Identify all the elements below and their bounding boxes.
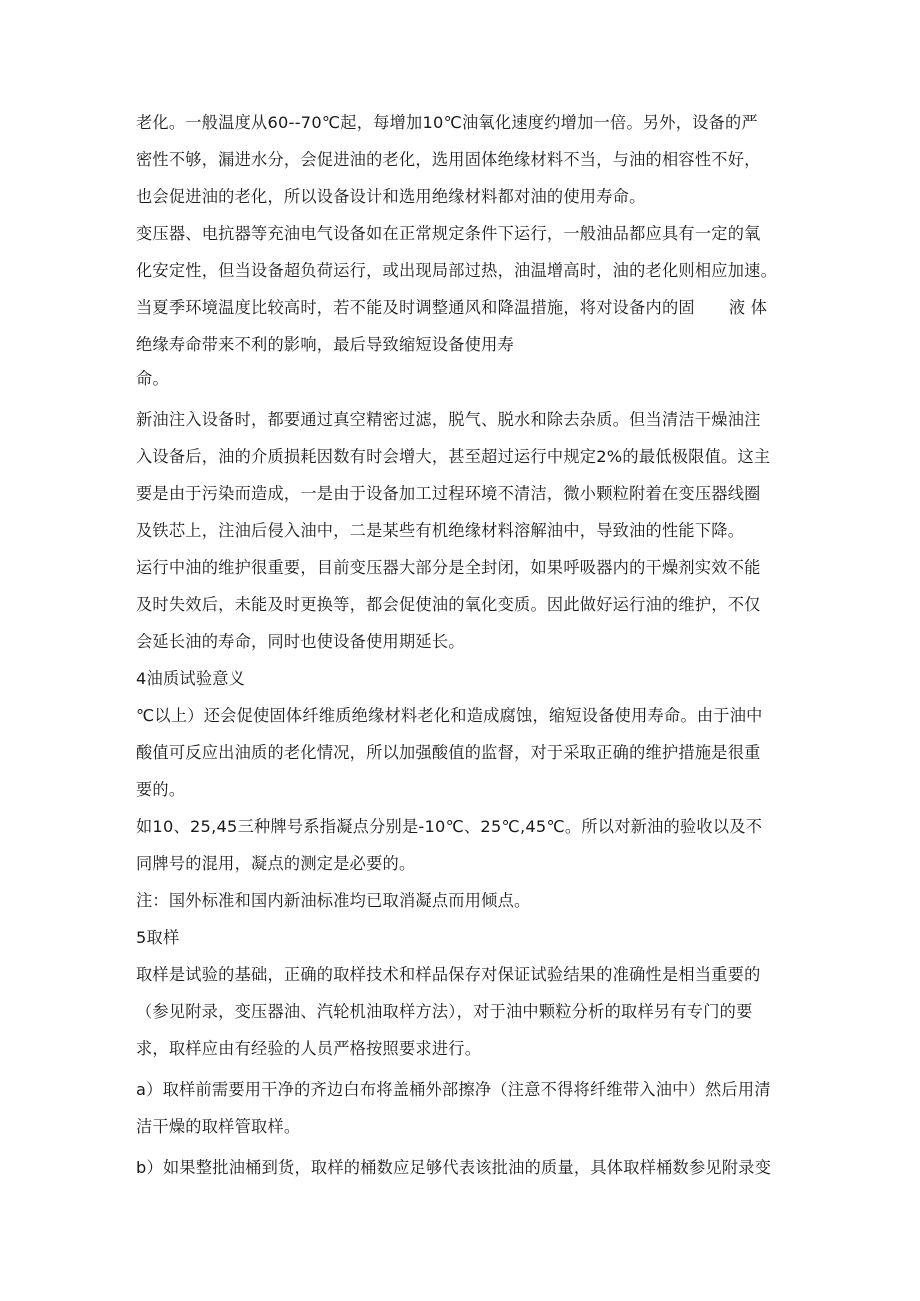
text-line: 取样是试验的基础，正确的取样技术和样品保存对保证试验结果的准确性是相当重要的 xyxy=(136,965,761,984)
text-segment: 当夏季环境温度比较高时，若不能及时调整通风和降温措施，将对设备内的固 xyxy=(136,298,695,317)
text-line: 同牌号的混用，凝点的测定是必要的。 xyxy=(136,854,416,873)
text-line: 求，取样应由有经验的人员严格按照要求进行。 xyxy=(136,1039,482,1058)
text-line: 密性不够，漏进水分，会促进油的老化，选用固体绝缘材料不当，与油的相容性不好， xyxy=(136,150,761,169)
section-heading: 4油质试验意义 xyxy=(136,669,246,688)
text-line: 也会促进油的老化，所以设备设计和选用绝缘材料都对油的使用寿命。 xyxy=(136,187,646,206)
text-line: 要是由于污染而造成，一是由于设备加工过程环境不清洁，微小颗粒附着在变压器线圈 xyxy=(136,484,761,503)
text-line: 要的。 xyxy=(136,780,186,799)
text-line: （参见附录，变压器油、汽轮机油取样方法），对于油中颗粒分析的取样另有专门的要 xyxy=(136,1002,753,1021)
text-line: 运行中油的维护很重要，目前变压器大部分是全封闭，如果呼吸器内的干燥剂实效不能 xyxy=(136,558,761,577)
text-line: 新油注入设备时，都要通过真空精密过滤，脱气、脱水和除去杂质。但当清洁干燥油注 xyxy=(136,410,761,429)
text-segment: 液 体 xyxy=(728,298,768,317)
text-line: 化安定性，但当设备超负荷运行，或出现局部过热，油温增高时，油的老化则相应加速。 xyxy=(136,261,778,280)
text-line xyxy=(136,298,767,318)
text-line: 洁干燥的取样管取样。 xyxy=(136,1117,301,1136)
text-line: 及时失效后，未能及时更换等，都会促使油的氧化变质。因此做好运行油的维护，不仅 xyxy=(136,595,761,614)
text-line: 酸值可反应出油质的老化情况，所以加强酸值的监督，对于采取正确的维护措施是很重 xyxy=(136,743,761,762)
text-line: 老化。一般温度从60--70℃起，每增加10℃油氧化速度约增加一倍。另外，设备的严 xyxy=(136,113,758,132)
text-line: 如10、25,45三种牌号系指凝点分别是-10℃、25℃,45℃。所以对新油的验收以及不 xyxy=(136,817,763,836)
list-item-b: b）如果整批油桶到货，取样的桶数应足够代表该批油的质量，具体取样桶数参见附录变 xyxy=(136,1158,772,1177)
text-line: 会延长油的寿命，同时也使设备使用期延长。 xyxy=(136,632,465,651)
text-line: 命。 xyxy=(136,369,169,388)
text-line: 及铁芯上，注油后侵入油中，二是某些有机绝缘材料溶解油中，导致油的性能下降。 xyxy=(136,521,745,540)
text-line: 绝缘寿命带来不利的影响，最后导致缩短设备使用寿 xyxy=(136,335,515,354)
list-item-a: a）取样前需要用干净的齐边白布将盖桶外部擦净（注意不得将纤维带入油中）然后用清 xyxy=(136,1080,771,1099)
text-line: 变压器、电抗器等充油电气设备如在正常规定条件下运行，一般油品都应具有一定的氧 xyxy=(136,224,761,243)
text-line: 入设备后，油的介质损耗因数有时会增大，甚至超过运行中规定2%的最低极限值。这主 xyxy=(136,447,771,466)
note-line: 注：国外标准和国内新油标准均已取消凝点而用倾点。 xyxy=(136,891,531,910)
text-line: ℃以上）还会促使固体纤维质绝缘材料老化和造成腐蚀，缩短设备使用寿命。由于油中 xyxy=(136,706,763,725)
section-heading: 5取样 xyxy=(136,928,180,947)
